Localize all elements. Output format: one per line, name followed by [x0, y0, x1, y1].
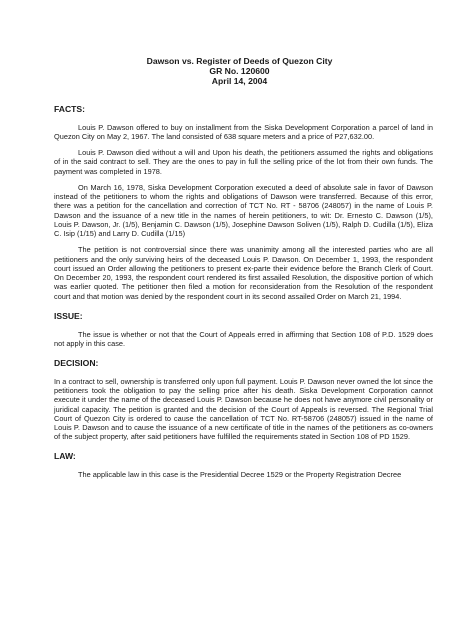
facts-section	[54, 104, 433, 301]
decision-paragraph: In a contract to sell, ownership is transferred only upon full payment. Louis P. Dawson never owned the lot since the petitioners took the obligation to pay the selling price after his death. Siska Development Corporation cannot execute it under the name of the deceased Louis P. Dawson because he does not have anymore civil personality or juridical capacity. The petition is granted and the decision of the Court of Appeals is reversed. The Regional Trial Court of Quezon City is ordered to cause the cancellation of TCT No. RT-58706 (248057) issued in the name of Louis P. Dawson and to cause the issuance of a new certificate of title in the names of the petitioners as co-owners of the subject property, after said petitioners have fulfilled the requirements stated in Section 108 of PD 1529.	[54, 376, 433, 442]
facts-heading: FACTS:	[54, 103, 86, 114]
case-title: Dawson vs. Register of Deeds of Quezon City	[146, 56, 333, 66]
case-date: April 14, 2004	[211, 76, 268, 87]
facts-paragraph-3: On March 16, 1978, Siska Development Corporation executed a deed of absolute sale in favor of Dawson instead of the petitioners to whom the rights and obligations of Dawson were transferred. Because of this error, there was a petition for the cancellation and correction of TCT No. RT - 58706 (248057) in the name of Louis P. Dawson and the issuance of a new title in the names of herein petitioners, to wit: Dr. Ernesto C. Dawson (1/5), Louis P. Dawson, Jr. (1/5), Benjamin C. Dawson (1/5), Josephine Dawson Soliven (1/5), Ralph D. Cudilla (1/5), Eliza C. Isip (1/15) and Larry D. Cudilla (1/15)	[54, 182, 433, 239]
case-header	[46, 56, 433, 87]
law-heading: LAW:	[54, 451, 76, 462]
law-paragraph: The applicable law in this case is the Presidential Decree 1529 or the Property Registration Decree	[78, 470, 402, 480]
decision-heading: DECISION:	[54, 357, 99, 368]
issue-paragraph: The issue is whether or not that the Court of Appeals erred in affirming that Section 108 of P.D. 1529 does not apply in this case.	[54, 329, 433, 349]
facts-paragraph-1: Louis P. Dawson offered to buy on installment from the Siska Development Corporation a parcel of land in Quezon City on May 2, 1967. The land consisted of 638 square meters and a price of P27,632.00.	[54, 122, 433, 141]
decision-section	[54, 358, 433, 442]
gr-number: GR No. 120600	[209, 66, 270, 77]
issue-heading: ISSUE:	[54, 310, 83, 321]
facts-paragraph-2: Louis P. Dawson died without a will and Upon his death, the petitioners assumed the rights and obligations of in the said contract to sell. They are the ones to pay in full the selling price of the lot from their own funds. The payment was completed in 1978.	[54, 148, 433, 176]
issue-section	[54, 311, 433, 349]
facts-paragraph-4: The petition is not controversial since there was unanimity among all the interested parties who are all petitioners and the only surviving heirs of the deceased Louis P. Dawson. On December 1, 1993, the respondent court issued an Order allowing the petitioners to present ex-parte their evidence before the Branch Clerk of Court. On December 20, 1993, the respondent court rendered its first assailed Resolution, the dispositive portion of which was earlier quoted. The petitioner then filed a motion for reconsideration from the Resolution of the respondent court and that motion was denied by the respondent court in its second assailed Order on March 21, 1994.	[54, 245, 433, 301]
law-section	[54, 451, 433, 479]
